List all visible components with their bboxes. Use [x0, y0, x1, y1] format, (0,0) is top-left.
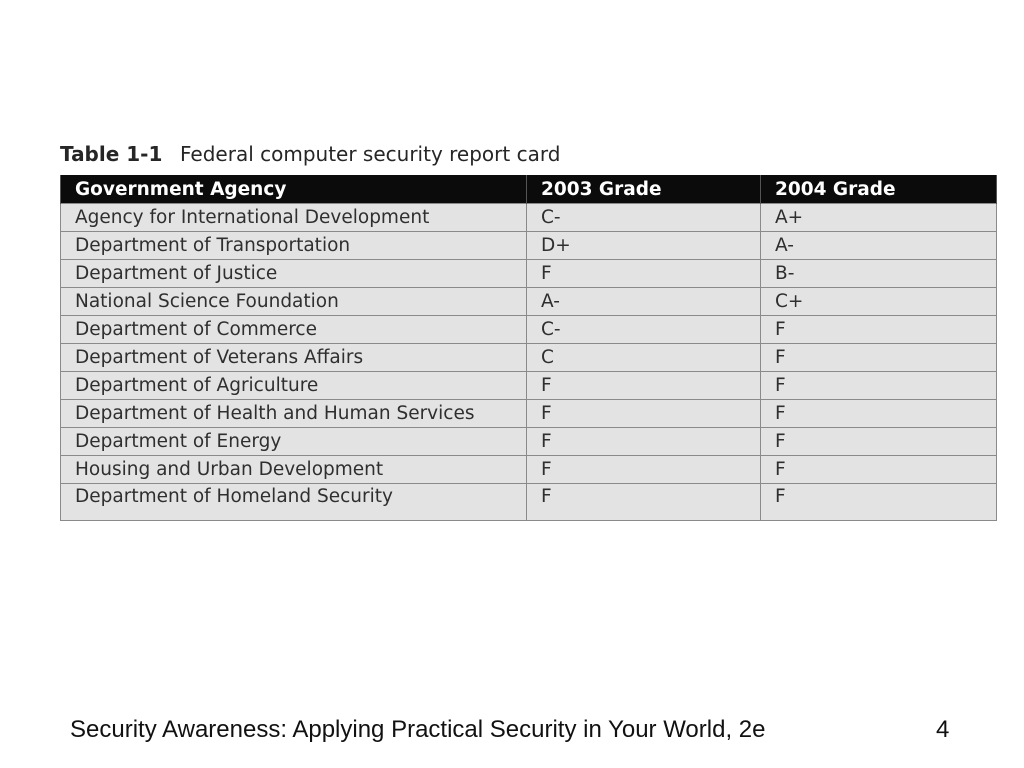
table-row	[61, 260, 997, 288]
table-row	[61, 288, 997, 316]
grade-2003-cell: F	[527, 484, 761, 521]
table-row	[61, 204, 997, 232]
table-row	[61, 232, 997, 260]
agency-cell: Department of Energy	[61, 428, 527, 456]
grade-2003-cell: D+	[527, 232, 761, 260]
table-row	[61, 316, 997, 344]
grade-2003-cell: C	[527, 344, 761, 372]
table-caption-label: Table 1-1	[60, 142, 163, 166]
grade-2003-cell: C-	[527, 204, 761, 232]
grade-2003-cell: F	[527, 260, 761, 288]
grade-2004-cell: F	[761, 316, 997, 344]
grade-2004-cell: C+	[761, 288, 997, 316]
grade-2004-cell: A-	[761, 232, 997, 260]
report-card-table	[60, 175, 997, 521]
grade-2004-cell: A+	[761, 204, 997, 232]
table-body	[61, 204, 997, 521]
table-row	[61, 428, 997, 456]
agency-cell: Department of Homeland Security	[61, 484, 527, 521]
table-row	[61, 344, 997, 372]
agency-cell: Department of Transportation	[61, 232, 527, 260]
grade-2004-cell: F	[761, 484, 997, 521]
grade-2003-cell: F	[527, 428, 761, 456]
agency-cell: Housing and Urban Development	[61, 456, 527, 484]
agency-cell: Department of Commerce	[61, 316, 527, 344]
grade-2003-cell: C-	[527, 316, 761, 344]
table-row	[61, 456, 997, 484]
grade-2004-cell: F	[761, 372, 997, 400]
table-row	[61, 400, 997, 428]
column-header-2003-grade: 2003 Grade	[527, 175, 761, 204]
agency-cell: Agency for International Development	[61, 204, 527, 232]
agency-cell: Department of Health and Human Services	[61, 400, 527, 428]
grade-2003-cell: F	[527, 400, 761, 428]
grade-2004-cell: B-	[761, 260, 997, 288]
agency-cell: National Science Foundation	[61, 288, 527, 316]
grade-2004-cell: F	[761, 344, 997, 372]
agency-cell: Department of Veterans Affairs	[61, 344, 527, 372]
column-header-2004-grade: 2004 Grade	[761, 175, 997, 204]
grade-2004-cell: F	[761, 428, 997, 456]
agency-cell: Department of Justice	[61, 260, 527, 288]
grade-2004-cell: F	[761, 456, 997, 484]
table-caption	[60, 142, 560, 166]
page-number: 4	[936, 716, 950, 743]
table-header-row	[61, 175, 997, 204]
agency-cell: Department of Agriculture	[61, 372, 527, 400]
table-row	[61, 372, 997, 400]
grade-2003-cell: A-	[527, 288, 761, 316]
column-header-agency: Government Agency	[61, 175, 527, 204]
table-caption-title: Federal computer security report card	[180, 142, 561, 166]
footer-title: Security Awareness: Applying Practical Security in Your World, 2e	[70, 716, 766, 743]
grade-2003-cell: F	[527, 372, 761, 400]
table-row	[61, 484, 997, 521]
grade-2004-cell: F	[761, 400, 997, 428]
grade-2003-cell: F	[527, 456, 761, 484]
